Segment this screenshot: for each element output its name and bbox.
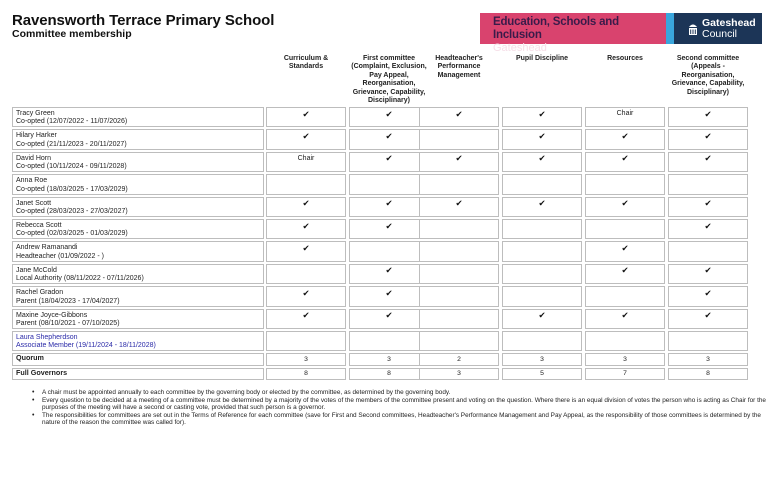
empty-cell — [585, 331, 665, 351]
column-header-line: (Complaint, Exclusion, — [351, 63, 427, 71]
department-logo — [480, 13, 666, 54]
member-role: Co-opted (28/03/2023 - 27/03/2027) — [16, 208, 128, 215]
member-name: Janet Scott — [16, 199, 52, 207]
member-name-cell — [12, 197, 264, 217]
empty-cell — [349, 174, 429, 194]
member-name: Laura Shepherdson — [16, 334, 78, 341]
chair-cell: Chair — [585, 107, 665, 127]
column-header — [502, 55, 582, 63]
member-role: Local Authority (08/11/2022 - 07/11/2026) — [16, 275, 144, 283]
membership-check-cell: ✔ — [266, 309, 346, 329]
empty-cell — [502, 219, 582, 239]
note-item: • A chair must be appointed annually to each committee by the governing body or elected by the committee, as determined by the governing body. — [32, 389, 767, 397]
empty-cell — [349, 331, 429, 351]
member-role: Headteacher (01/09/2022 - ) — [16, 252, 104, 260]
column-header-line: Headteacher's — [435, 55, 483, 62]
column-header-line: Disciplinary) — [686, 88, 729, 96]
membership-check-cell: ✔ — [502, 197, 582, 217]
full-governors-row-value: 8 — [266, 368, 346, 381]
membership-check-cell: ✔ — [266, 129, 346, 149]
quorum-row-value: 2 — [419, 353, 499, 366]
full-governors-row-value: 8 — [349, 368, 429, 381]
column-header-line: Management — [437, 71, 481, 79]
membership-check-cell: ✔ — [585, 197, 665, 217]
membership-check-cell: ✔ — [668, 197, 748, 217]
column-header-line: Resources — [607, 55, 643, 62]
column-header-line: Pupil Discipline — [515, 55, 569, 62]
membership-check-cell: ✔ — [349, 309, 429, 329]
column-header — [585, 55, 665, 63]
empty-cell — [419, 174, 499, 194]
column-header-line: Grievance, Capability, — [671, 80, 745, 88]
membership-check-cell: ✔ — [502, 129, 582, 149]
column-header-line: (Appeals - — [691, 63, 725, 71]
column-header — [419, 55, 499, 80]
member-name-cell — [12, 129, 264, 149]
membership-check-cell: ✔ — [668, 129, 748, 149]
membership-check-cell: ✔ — [419, 152, 499, 172]
membership-check-cell: ✔ — [668, 107, 748, 127]
column-header-line: First committee — [362, 55, 416, 62]
member-name: Andrew Ramanandi — [16, 244, 78, 252]
page-subtitle: Committee membership — [12, 28, 132, 40]
council-banner — [480, 13, 762, 54]
membership-check-cell: ✔ — [668, 152, 748, 172]
membership-check-cell: ✔ — [349, 264, 429, 284]
council-name: Gateshead — [702, 16, 756, 29]
empty-cell — [419, 264, 499, 284]
membership-check-cell: ✔ — [502, 107, 582, 127]
council-building-icon — [688, 22, 698, 36]
membership-check-cell: ✔ — [349, 152, 429, 172]
membership-check-cell: ✔ — [502, 152, 582, 172]
membership-check-cell: ✔ — [349, 286, 429, 306]
column-header — [266, 55, 346, 72]
quorum-row-value: 3 — [266, 353, 346, 366]
member-role: Parent (18/04/2023 - 17/04/2027) — [16, 297, 120, 305]
member-name: Anna Roe — [16, 177, 48, 185]
membership-check-cell: ✔ — [668, 286, 748, 306]
note-item: • The responsibilities for committees are set out in the Terms of Reference for each committee (save for First and Second committees, Headteacher's Performance Management and Pay Appeal, as the responsibility of those committees is determined by the nature of the reason the committee was called for). — [32, 412, 767, 427]
full-governors-row-value: 3 — [419, 368, 499, 381]
member-name-cell — [12, 264, 264, 284]
membership-check-cell: ✔ — [266, 286, 346, 306]
empty-cell — [266, 331, 346, 351]
membership-check-cell: ✔ — [585, 241, 665, 261]
notes-list — [32, 389, 767, 427]
empty-cell — [419, 219, 499, 239]
quorum-row-value: 3 — [349, 353, 429, 366]
empty-cell — [419, 241, 499, 261]
council-label: Council — [702, 27, 738, 40]
full-governors-row-value: 8 — [668, 368, 748, 381]
member-name: Maxine Joyce-Gibbons — [16, 311, 88, 319]
column-header-line: Curriculum & — [283, 55, 329, 62]
membership-check-cell: ✔ — [266, 197, 346, 217]
column-header-line: Second committee — [676, 55, 740, 62]
member-name: David Horn — [16, 154, 52, 162]
membership-check-cell: ✔ — [349, 107, 429, 127]
full-governors-row-value: 5 — [502, 368, 582, 381]
full-governors-row-value: 7 — [585, 368, 665, 381]
membership-check-cell: ✔ — [419, 107, 499, 127]
membership-check-cell: ✔ — [349, 219, 429, 239]
empty-cell — [668, 241, 748, 261]
member-role: Parent (08/10/2021 - 07/10/2025) — [16, 320, 120, 327]
quorum-row-label: Quorum — [12, 353, 264, 366]
empty-cell — [419, 286, 499, 306]
empty-cell — [266, 174, 346, 194]
member-name-cell — [12, 174, 264, 194]
quorum-row-value: 3 — [668, 353, 748, 366]
note-item: • Every question to be decided at a meeting of a committee must be determined by a majority of the votes of the members of the committee present and voting on the question. Where there is an equal division of votes the person who is acting as Chair for the purposes of the meeting will have a second or casting vote, provided that such person is a governor. — [32, 397, 767, 412]
member-name: Tracy Green — [16, 110, 55, 117]
member-role: Co-opted (21/11/2023 - 20/11/2027) — [16, 140, 127, 148]
membership-check-cell: ✔ — [266, 219, 346, 239]
membership-check-cell: ✔ — [266, 107, 346, 127]
column-header-line: Pay Appeal, — [369, 71, 409, 79]
empty-cell — [419, 331, 499, 351]
member-name-cell — [12, 331, 264, 351]
member-name-cell — [12, 286, 264, 306]
membership-check-cell: ✔ — [668, 309, 748, 329]
column-header-line: Reorganisation, — [681, 71, 735, 79]
membership-check-cell: ✔ — [585, 264, 665, 284]
column-header-line: Grievance, Capability, — [352, 88, 426, 96]
empty-cell — [419, 309, 499, 329]
empty-cell — [585, 174, 665, 194]
member-name-cell — [12, 152, 264, 172]
department-location: Gateshead — [493, 42, 547, 54]
empty-cell — [266, 264, 346, 284]
column-header — [349, 55, 429, 105]
membership-check-cell: ✔ — [585, 309, 665, 329]
membership-check-cell: ✔ — [266, 241, 346, 261]
quorum-row-value: 3 — [502, 353, 582, 366]
chair-cell: Chair — [266, 152, 346, 172]
empty-cell — [502, 331, 582, 351]
empty-cell — [419, 129, 499, 149]
member-role: Co-opted (10/11/2024 - 09/11/2028) — [16, 163, 127, 171]
member-name-cell — [12, 219, 264, 239]
quorum-row-value: 3 — [585, 353, 665, 366]
empty-cell — [349, 241, 429, 261]
school-title: Ravensworth Terrace Primary School — [12, 12, 275, 29]
member-role: Co-opted (12/07/2022 - 11/07/2026) — [16, 118, 128, 126]
banner-stripe — [666, 13, 674, 44]
empty-cell — [668, 331, 748, 351]
empty-cell — [502, 241, 582, 261]
member-name-cell — [12, 241, 264, 261]
member-role: Associate Member (19/11/2024 - 18/11/2028) — [16, 342, 156, 350]
empty-cell — [502, 174, 582, 194]
membership-check-cell: ✔ — [668, 264, 748, 284]
council-logo — [674, 13, 762, 44]
column-header-line: Performance — [437, 63, 481, 71]
member-role: Co-opted (02/03/2025 - 01/03/2029) — [16, 230, 128, 238]
empty-cell — [502, 286, 582, 306]
member-name-cell — [12, 309, 264, 329]
membership-check-cell: ✔ — [585, 129, 665, 149]
column-header-line: Reorganisation, — [362, 80, 416, 88]
empty-cell — [668, 174, 748, 194]
empty-cell — [502, 264, 582, 284]
membership-check-cell: ✔ — [502, 309, 582, 329]
member-role: Co-opted (18/03/2025 - 17/03/2029) — [16, 185, 128, 193]
full-governors-row-label: Full Governors — [12, 368, 264, 381]
member-name-cell — [12, 107, 264, 127]
department-name: Education, Schools and Inclusion — [493, 16, 619, 41]
member-name: Rachel Gradon — [16, 289, 64, 297]
membership-check-cell: ✔ — [349, 197, 429, 217]
member-name: Jane McCold — [16, 266, 57, 274]
column-header — [668, 55, 748, 97]
membership-check-cell: ✔ — [349, 129, 429, 149]
membership-check-cell: ✔ — [585, 152, 665, 172]
membership-check-cell: ✔ — [419, 197, 499, 217]
membership-check-cell: ✔ — [668, 219, 748, 239]
column-header-line: Standards — [288, 63, 324, 71]
member-name: Hilary Harker — [16, 132, 57, 140]
member-name: Rebecca Scott — [16, 222, 62, 229]
empty-cell — [585, 286, 665, 306]
column-header-line: Disciplinary) — [367, 97, 410, 105]
empty-cell — [585, 219, 665, 239]
